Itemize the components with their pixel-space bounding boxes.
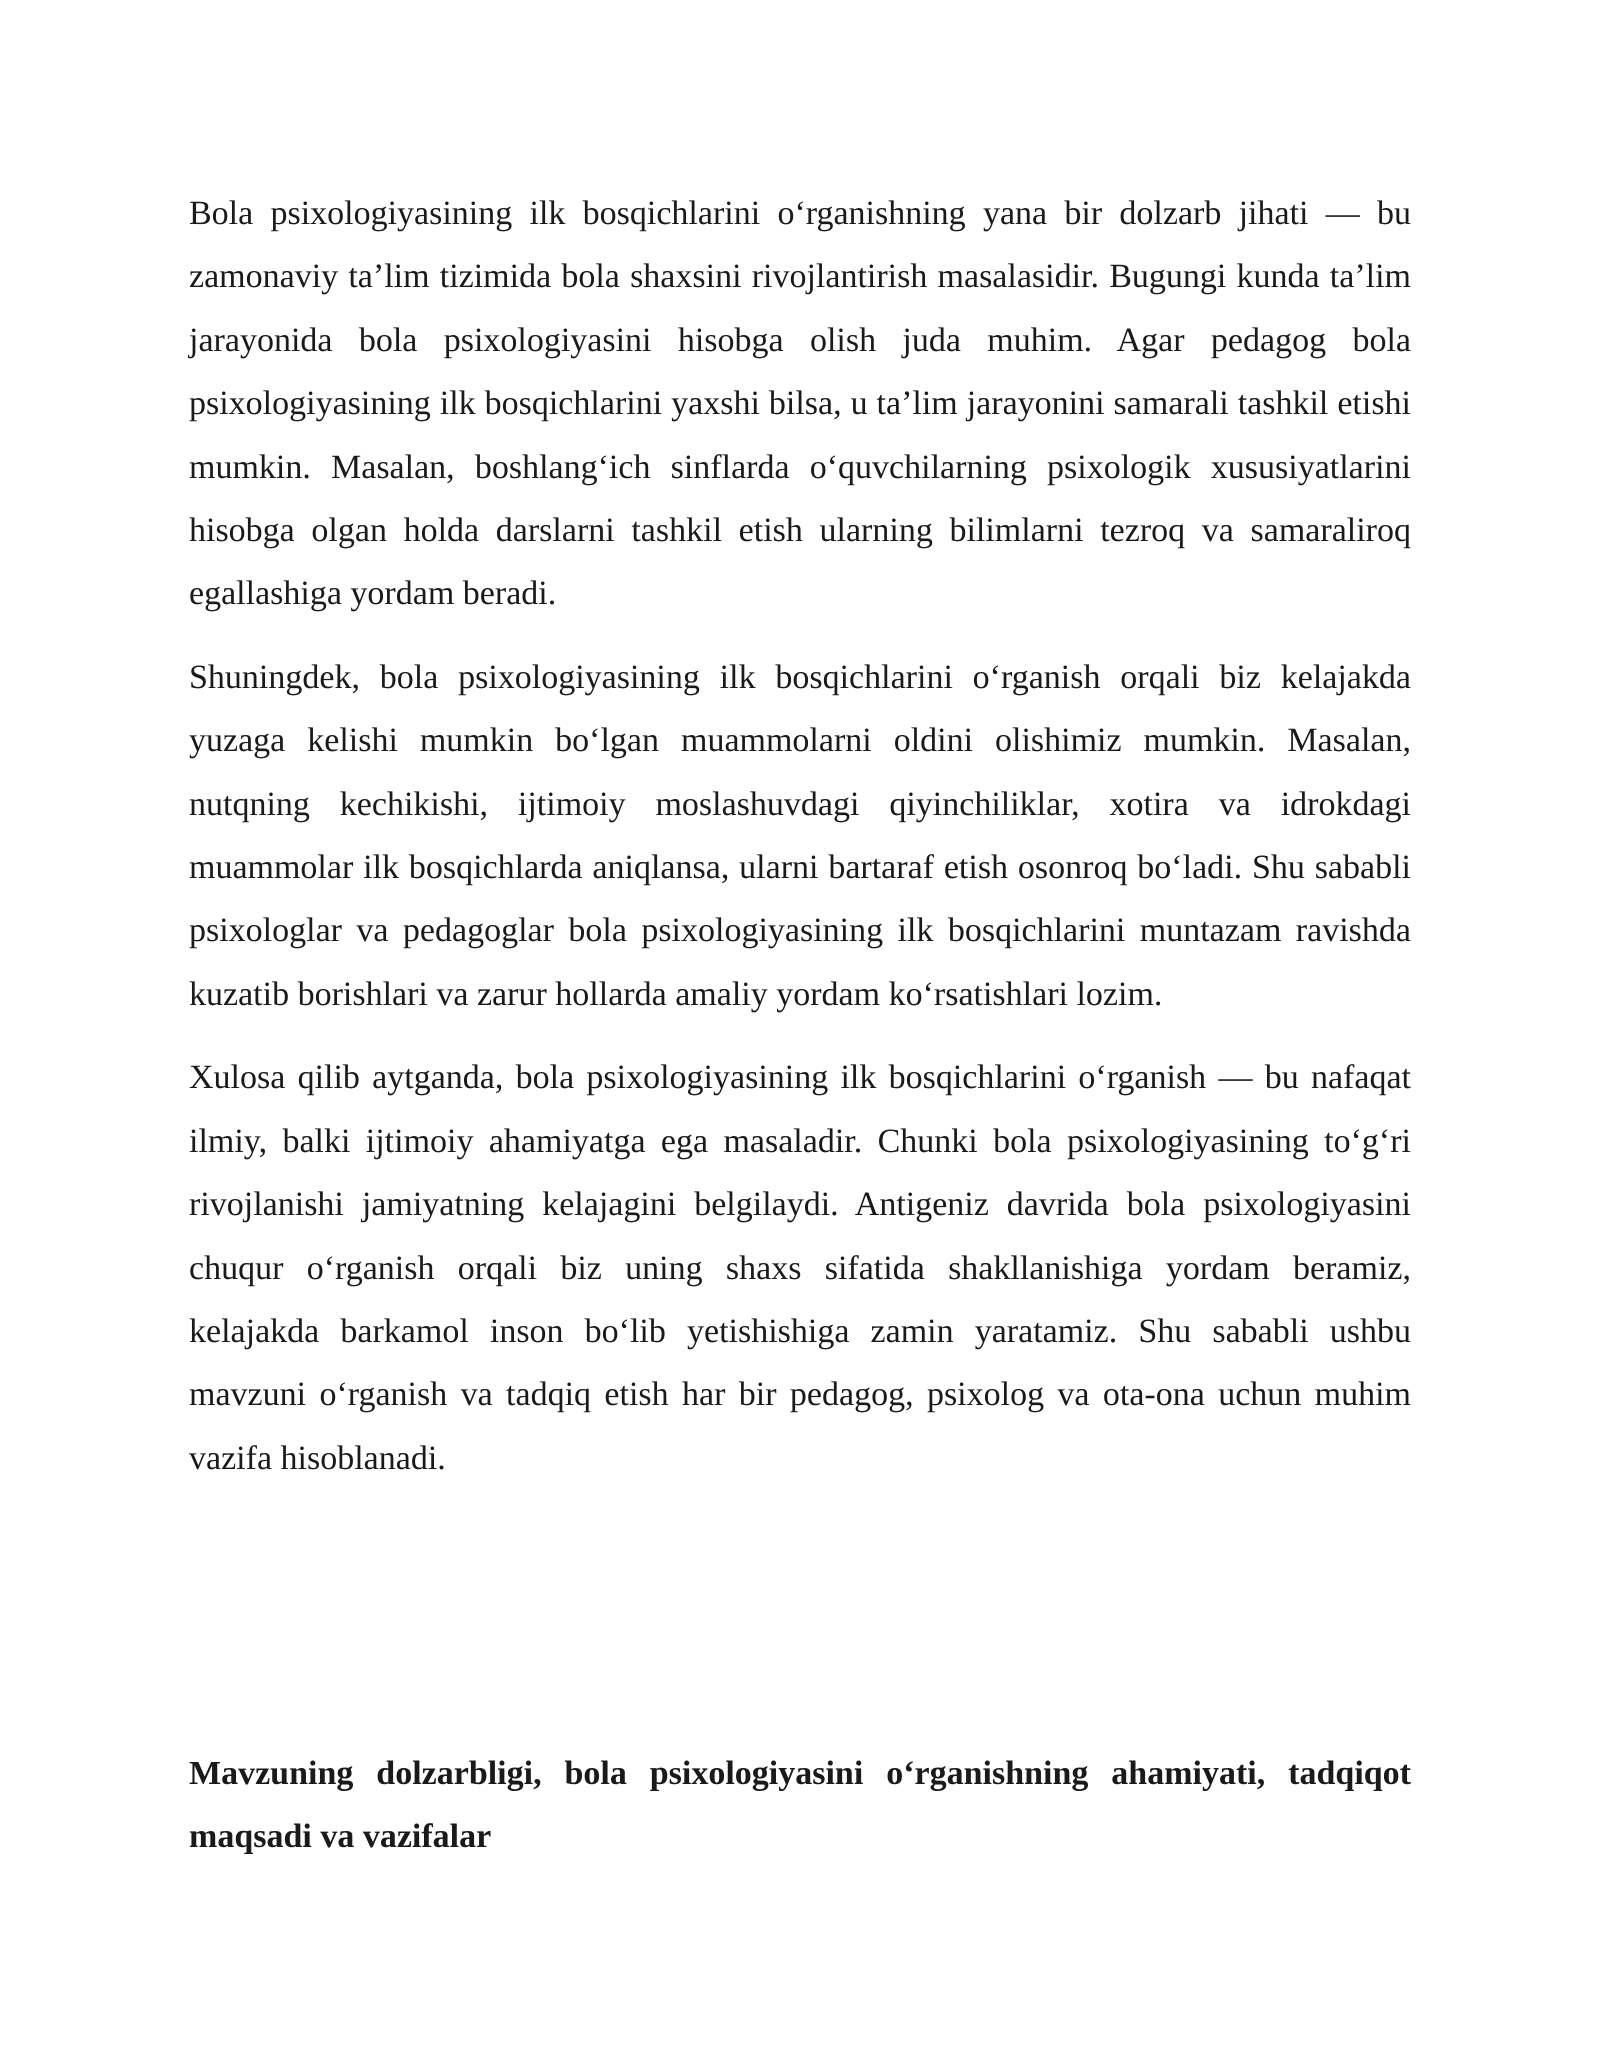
document-page: [189, 182, 1411, 1856]
paragraph-3: Xulosa qilib aytganda, bola psixologiyasining ilk bosqichlarini o‘rganish — bu nafaqat ilmiy, balki ijtimoiy ahamiyatga ega masaladir. Chunki bola psixologiyasining to‘g‘ri rivojlanishi jamiyatning kelajagini belgilaydi. Antigeniz davrida bola psixologiyasini chuqur o‘rganish orqali biz uning shaxs sifatida shakllanishiga yordam beramiz, kelajakda barkamol inson bo‘lib yetishishiga zamin yaratamiz. Shu sababli ushbu mavzuni o‘rganish va tadqiq etish har bir pedagog, psixolog va ota-ona uchun muhim vazifa hisoblanadi.: [189, 1059, 1411, 1477]
paragraph-1: Bola psixologiyasining ilk bosqichlarini o‘rganishning yana bir dolzarb jihati — bu zamonaviy ta’lim tizimida bola shaxsini rivojlantirish masalasidir. Bugungi kunda ta’lim jarayonida bola psixologiyasini hisobga olish juda muhim. Agar pedagog bola psixologiyasining ilk bosqichlarini yaxshi bilsa, u ta’lim jarayonini samarali tashkil etishi mumkin. Masalan, boshlang‘ich sinflarda o‘quvchilarning psixologik xususiyatlarini hisobga olgan holda darslarni tashkil etish ularning bilimlarni tezroq va samaraliroq egallashiga yordam beradi.: [189, 195, 1411, 613]
section-heading: Mavzuning dolzarbligi, bola psixologiyasini o‘rganishning ahamiyati, tadqiqot maqsadi va vazifalar: [189, 1755, 1411, 1856]
paragraph-2: Shuningdek, bola psixologiyasining ilk bosqichlarini o‘rganish orqali biz kelajakda yuzaga kelishi mumkin bo‘lgan muammolarni oldini olishimiz mumkin. Masalan, nutqning kechikishi, ijtimoiy moslashuvdagi qiyinchiliklar, xotira va idrokdagi muammolar ilk bosqichlarda aniqlansa, ularni bartaraf etish osonroq bo‘ladi. Shu sababli psixologlar va pedagoglar bola psixologiyasining ilk bosqichlarini muntazam ravishda kuzatib borishlari va zarur hollarda amaliy yordam ko‘rsatishlari lozim.: [189, 658, 1411, 1013]
